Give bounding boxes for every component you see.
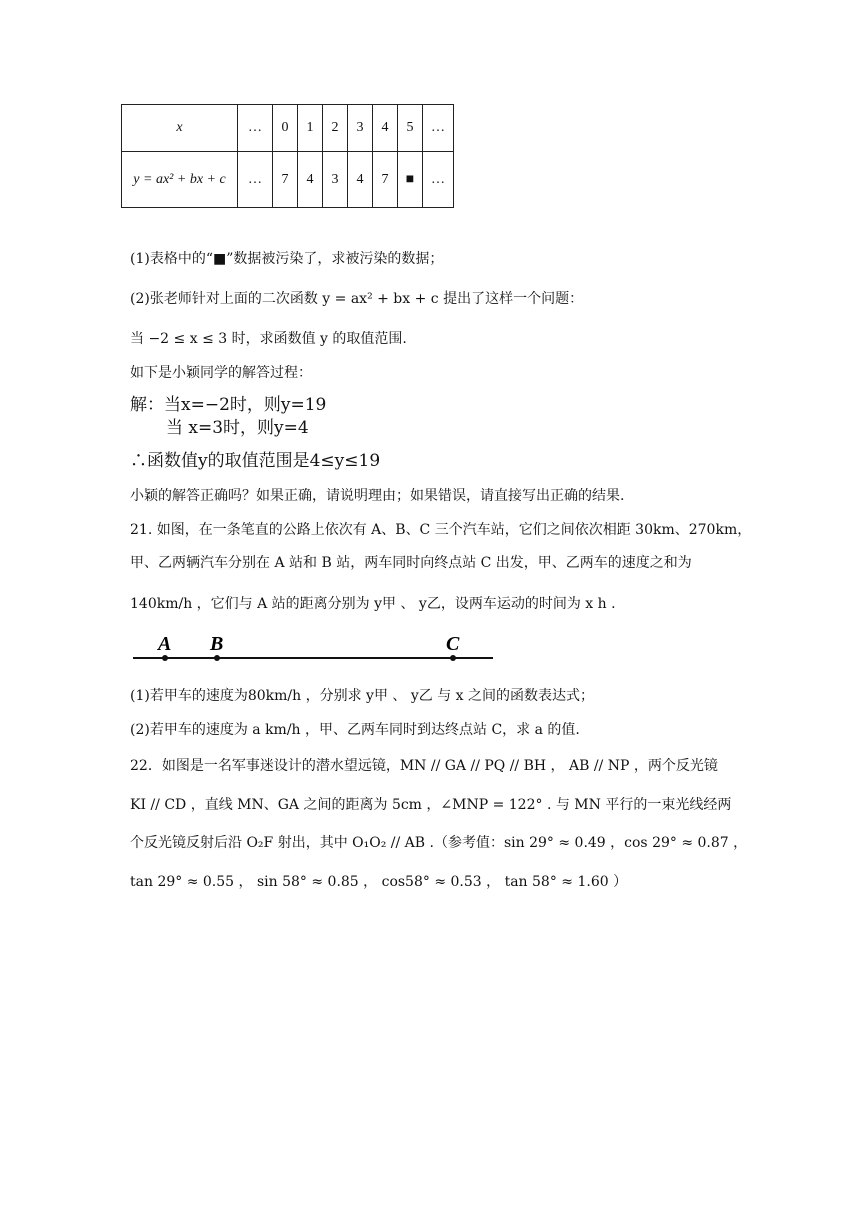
q20-solution-line3: ∴函数值y的取值范围是4≤y≤19 bbox=[130, 451, 381, 471]
table-cell: 0 bbox=[273, 105, 298, 152]
table-cell: 4 bbox=[373, 105, 398, 152]
table-cell-smudged: ■ bbox=[398, 152, 423, 208]
table-row bbox=[122, 152, 454, 208]
station-b-point bbox=[214, 655, 220, 661]
q21-line1: 21. 如图，在一条笔直的公路上依次有 A、B、C 三个汽车站，它们之间依次相距 30km、270km， bbox=[130, 522, 752, 538]
table-cell: 7 bbox=[373, 152, 398, 208]
table-cell: 2 bbox=[323, 105, 348, 152]
station-c-point bbox=[450, 655, 456, 661]
table-cell: 3 bbox=[348, 105, 373, 152]
q20-condition: 当 −2 ≤ x ≤ 3 时，求函数值 y 的取值范围. bbox=[130, 331, 407, 347]
q22-line2: KI // CD ，直线 MN、GA 之间的距离为 5cm ，∠MNP = 122° . 与 MN 平行的一束光线经两 bbox=[130, 797, 732, 813]
table-cell: 4 bbox=[298, 152, 323, 208]
xy-table bbox=[121, 104, 454, 208]
table-cell: … bbox=[423, 152, 454, 208]
q20-solution-line2: 当 x=3时，则y=4 bbox=[166, 418, 309, 438]
road-figure bbox=[130, 628, 500, 668]
station-b-label: B bbox=[210, 633, 224, 655]
station-a-point bbox=[162, 655, 168, 661]
q20-part2: (2)张老师针对上面的二次函数 y = ax² + bx + c 提出了这样一个问题： bbox=[130, 291, 584, 307]
table-header-x: x bbox=[122, 105, 238, 152]
table-header-y: y = ax² + bx + c bbox=[122, 152, 238, 208]
table-cell: 1 bbox=[298, 105, 323, 152]
table-cell: 3 bbox=[323, 152, 348, 208]
station-a-label: A bbox=[158, 633, 172, 655]
q20-part1: (1)表格中的“■”数据被污染了，求被污染的数据； bbox=[130, 251, 444, 267]
q21-part1: (1)若甲车的速度为80km/h ，分别求 y甲 、 y乙 与 x 之间的函数表达式； bbox=[130, 688, 595, 704]
table-cell: 7 bbox=[273, 152, 298, 208]
table-cell: 4 bbox=[348, 152, 373, 208]
q20-question: 小颖的解答正确吗？如果正确，请说明理由；如果错误，请直接写出正确的结果. bbox=[130, 488, 625, 504]
table-row bbox=[122, 105, 454, 152]
table-cell: … bbox=[238, 105, 273, 152]
table-cell: … bbox=[423, 105, 454, 152]
q22-line3: 个反光镜反射后沿 O₂F 射出，其中 O₁O₂ // AB .（参考值：sin 29° ≈ 0.49 ，cos 29° ≈ 0.87 ， bbox=[130, 835, 748, 851]
q21-part2: (2)若甲车的速度为 a km/h ，甲、乙两车同时到达终点站 C，求 a 的值. bbox=[130, 722, 580, 738]
q22-line1: 22．如图是一名军事迷设计的潜水望远镜，MN // GA // PQ // BH ， AB // NP ，两个反光镜 bbox=[130, 758, 718, 774]
q20-intro: 如下是小颖同学的解答过程： bbox=[130, 365, 312, 381]
q21-line2: 甲、乙两辆汽车分别在 A 站和 B 站，两车同时向终点站 C 出发，甲、乙两车的速度之和为 bbox=[130, 555, 692, 571]
q20-solution-line1: 解：当x=−2时，则y=19 bbox=[130, 395, 327, 415]
table-cell: … bbox=[238, 152, 273, 208]
station-c-label: C bbox=[446, 633, 460, 655]
q21-line3: 140km/h ，它们与 A 站的距离分别为 y甲 、 y乙，设两车运动的时间为 x h . bbox=[130, 596, 616, 612]
q22-line4: tan 29° ≈ 0.55 ， sin 58° ≈ 0.85 ， cos58° ≈ 0.53 ， tan 58° ≈ 1.60 ） bbox=[130, 874, 628, 890]
table-cell: 5 bbox=[398, 105, 423, 152]
